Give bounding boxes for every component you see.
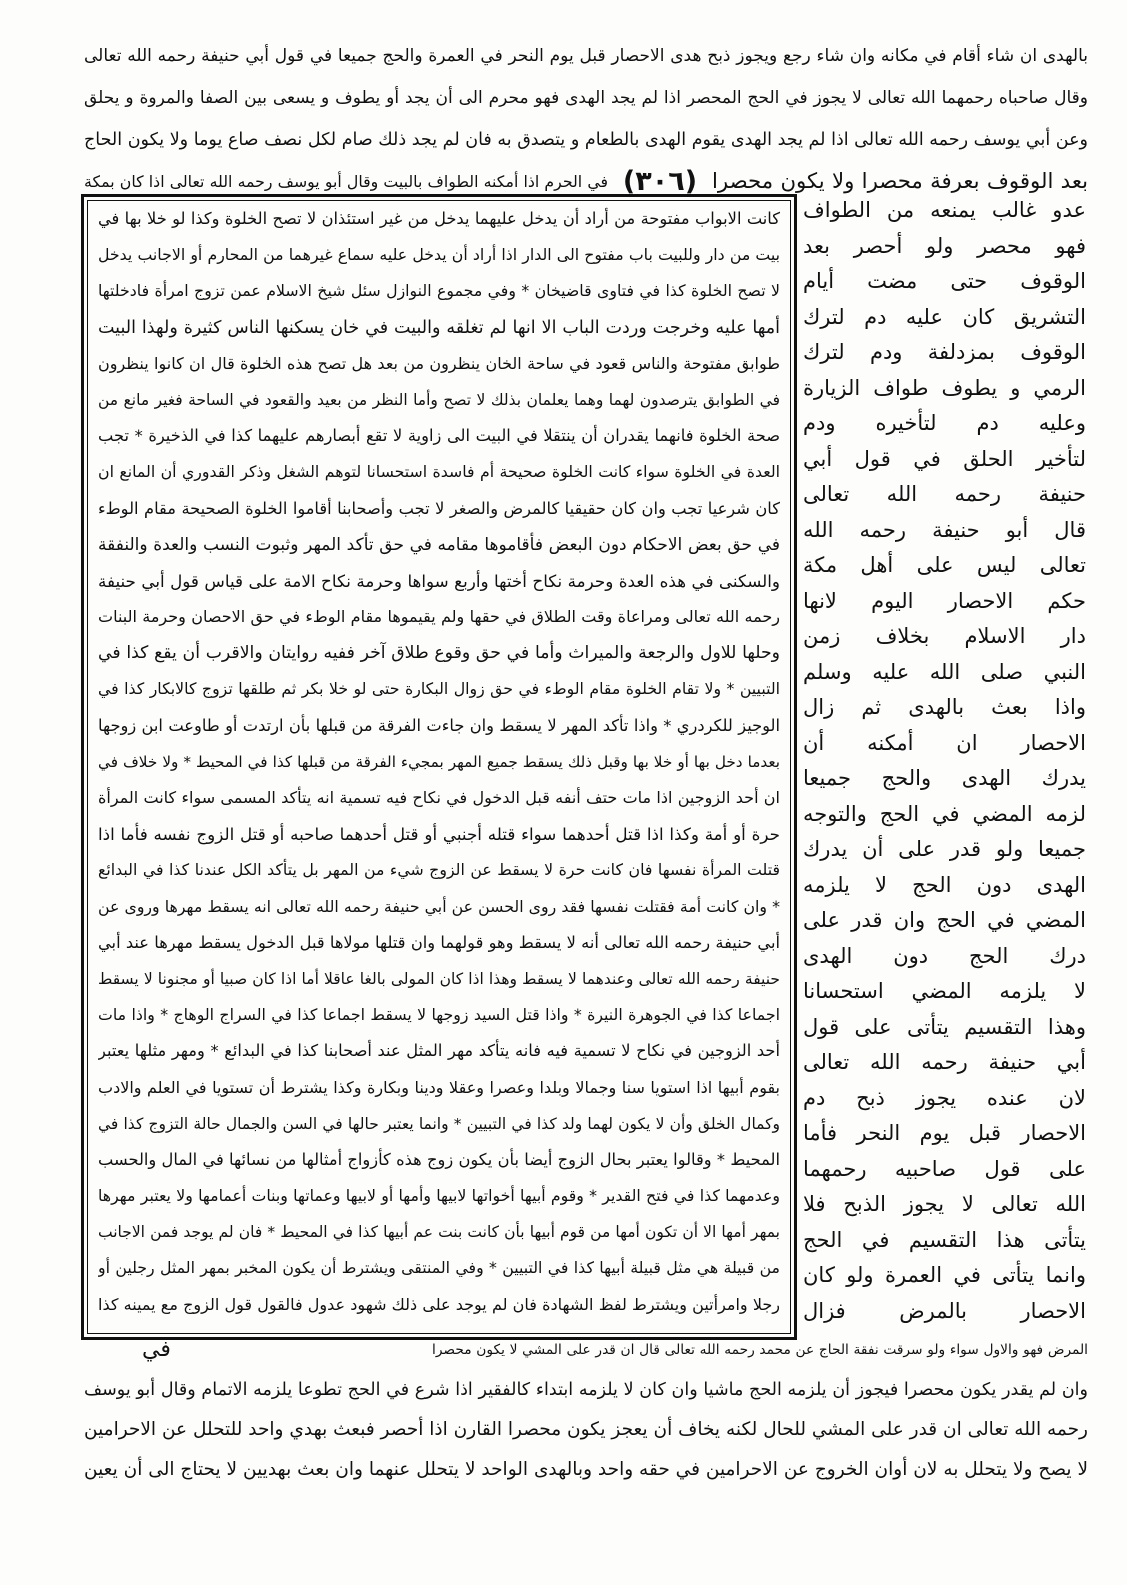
bottom-text-line: رحمه الله تعالى ان قدر على المشي للحال لكنه يخاف أن يعجز يكون محصرا القارن اذا أحصر فبعث بهدي واحد للتحلل عن الاحرامين bbox=[84, 1419, 1088, 1440]
margin-line: الاحصار ان أمكنه أن bbox=[803, 730, 1086, 755]
bottom-first-line-row bbox=[84, 1330, 1088, 1370]
bottom-text-line: المرض فهو والاول سواء ولو سرقت نفقة الحاج عن محمد رحمه الله تعالى قال ان قدر على المشي لا يكون محصرا bbox=[432, 1342, 1088, 1358]
commentary-line: العدة في الخلوة سواء كانت الخلوة صحيحة أم فاسدة استحسانا لتوهم الشغل وذكر القدوري أن المانع ان bbox=[98, 462, 780, 482]
commentary-line: وحلها للاول والرجعة والميراث وأما في حق وقوع طلاق آخر ففيه روايتان والاقرب أن يقع كذا في bbox=[98, 643, 780, 664]
page-number: (٣٠٦) bbox=[622, 166, 698, 197]
margin-line: واذا بعث بالهدى ثم زال bbox=[803, 695, 1086, 719]
commentary-line: المحيط * وقالوا يعتبر بحال الزوج أيضا بأن يكون زوج هذه كأزواج أمثالها من نسائها في المال والحسب bbox=[98, 1149, 780, 1169]
commentary-line: لا تصح الخلوة كذا في فتاوى قاضيخان * وفي مجموع النوازل سئل شيخ الاسلام عمن تزوج امرأة فادخلتها bbox=[98, 281, 780, 301]
commentary-line: وعدمهما كذا في فتح القدير * وقوم أبيها أخواتها لابيها وأمها أو لابيها وعماتها وبنات أعمامها ولا يعتبر مهرها bbox=[98, 1186, 780, 1206]
commentary-line: اجماعا كذا في الجوهرة النيرة * واذا قتل السيد زوجها لا يسقط اجماعا كذا في السراج الوهاج * واذا مات bbox=[98, 1005, 780, 1025]
top-text-line: بالهدى ان شاء أقام في مكانه وان شاء رجع ويجوز ذبح هدى الاحصار قبل يوم النحر في العمرة والحج جميعا في قول أبي حنيفة رحمه الله تعالى bbox=[84, 46, 1088, 66]
commentary-line: أمها عليه وخرجت وردت الباب الا انها لم تغلقه والبيت في خان يسكنها الناس كثيرة ولهذا البيت bbox=[98, 317, 780, 338]
commentary-line: بمهر أمها الا أن تكون أمها من قوم أبيها بأن كانت بنت عم أبيها كذا في المحيط * فان لم يوجد فمن الاجانب bbox=[98, 1223, 780, 1242]
commentary-line: * وان كانت أمة فقتلت نفسها فقد روى الحسن عن أبي حنيفة رحمه الله تعالى انه يسقط مهرها وروى عن bbox=[98, 896, 780, 916]
commentary-line: كانت الابواب مفتوحة من أراد أن يدخل عليهما يدخل من غير استئذان لا تصح الخلوة وكذا لو خلا بها في bbox=[98, 209, 780, 228]
top-text-line: وقال صاحباه رحمهما الله تعالى لا يجوز في الحج المحصر اذا لم يجد الهدى فهو محرم الى أن يجد أو يطوف و يسعى بين الصفا والمروة و يحلق bbox=[84, 88, 1088, 108]
margin-line: الوقوف حتى مضت أيام bbox=[803, 269, 1086, 293]
commentary-line: رحمه الله تعالى ومراعاة وقت الطلاق في حقها ولم يقيموها مقام الوطء في حق الاحصان وحرمة البنات bbox=[98, 607, 780, 627]
bottom-text-block bbox=[84, 1330, 1088, 1490]
commentary-line: صحة الخلوة فانهما يقدران أن ينتقلا في البيت الى زاوية لا تقع أبصارهم عليهما كذا في الذخيرة * تجب bbox=[98, 426, 780, 446]
commentary-line: من قبيلة هي مثل قبيلة أبيها كذا في التبيين * وفي المنتقى ويشترط أن يكون المخبر بمهر المثل رجلين أو bbox=[98, 1258, 780, 1278]
commentary-line: والسكنى في هذه العدة وحرمة نكاح أختها وأربع سواها وحرمة نكاح الامة على قياس قول أبي حنيفة bbox=[98, 570, 780, 591]
commentary-line: في حق بعض الاحكام دون البعض فأقاموها مقامه في حق تأكد المهر وثبوت النسب والعدة والنفقة bbox=[98, 534, 780, 555]
margin-line: لزمه المضي في الحج والتوجه bbox=[803, 801, 1086, 826]
margin-line: النبي صلى الله عليه وسلم bbox=[803, 659, 1086, 684]
margin-line: حكم الاحصار اليوم لانها bbox=[803, 588, 1086, 613]
top-text-line: وعن أبي يوسف رحمه الله تعالى اذا لم يجد الهدى يقوم الهدى بالطعام و يتصدق به فان لم يجد ذلك صام لكل نصف صاع يوما ولا يكون الحاج bbox=[84, 130, 1088, 150]
commentary-line: أحد الزوجين في نكاح لا تسمية فيه فانه يتأكد مهر المثل عند أصحابنا كذا في البدائع * ومهر مثلها يعتبر bbox=[98, 1041, 780, 1061]
margin-line: عدو غالب يمنعه من الطواف bbox=[803, 198, 1086, 222]
margin-line: أبي حنيفة رحمه الله تعالى bbox=[803, 1050, 1086, 1074]
commentary-line: ان أحد الزوجين اذا مات حتف أنفه قبل الدخول في نكاح فيه تسمية انه يتأكد المسمى سواء كانت المرأة bbox=[98, 788, 780, 807]
margin-line: على قول صاحبيه رحمهما bbox=[803, 1156, 1086, 1181]
margin-line: وهذا التقسيم يتأتى على قول bbox=[803, 1014, 1086, 1039]
catchword: في bbox=[142, 1337, 171, 1362]
margin-text-block bbox=[803, 193, 1086, 1329]
margin-line: لان عنده يجوز ذبح دم bbox=[803, 1085, 1086, 1110]
margin-line: لا يلزمه المضي استحسانا bbox=[803, 979, 1086, 1003]
margin-line: درك الحج دون الهدى bbox=[803, 943, 1086, 968]
margin-line: فهو محصر ولو أحصر بعد bbox=[803, 233, 1086, 258]
top-text-line-start: بعد الوقوف بعرفة محصرا ولا يكون محصرا bbox=[712, 169, 1088, 194]
margin-line: وانما يتأتى في العمرة ولو كان bbox=[803, 1263, 1086, 1287]
commentary-line: كان شرعيا تجب وان كان حقيقيا كالمرض والصغر لا تجب وأصحابنا أقاموا الخلوة الصحيحة مقام الوطء bbox=[98, 498, 780, 518]
margin-line: الهدى دون الحج لا يلزمه bbox=[803, 872, 1086, 897]
commentary-line: حنيفة رحمه الله تعالى وعندهما لا يسقط وهذا اذا كان المولى بالغا عاقلا أما اذا كان صبيا أو مجنونا لا يسقط bbox=[98, 969, 780, 988]
margin-line: يدرك الهدى والحج جميعا bbox=[803, 766, 1086, 790]
margin-line: الله تعالى لا يجوز الذبح فلا bbox=[803, 1192, 1086, 1216]
margin-line: المضي في الحج وان قدر على bbox=[803, 908, 1086, 932]
commentary-line: بقوم أبيها اذا استويا سنا وجمالا وبلدا وعصرا وعقلا ودينا وبكارة وكذا يشترط أن تستويا في العلم والادب bbox=[98, 1077, 780, 1097]
margin-line: حنيفة رحمه الله تعالى bbox=[803, 482, 1086, 506]
margin-line: وعليه دم لتأخيره ودم bbox=[803, 411, 1086, 435]
bottom-text-line: وان لم يقدر يكون محصرا فيجوز أن يلزمه الحج ماشيا وان كان لا يلزمه ابتداء كالفقير اذا شرع في الحج تطوعا يلزمه الاتمام وقال أبو يوسف bbox=[84, 1380, 1088, 1400]
commentary-line: وكمال الخلق وأن لا يكون لهما ولد كذا في التبيين * وانما يعتبر حالها في السن والجمال حالة التزوج كذا في bbox=[98, 1114, 780, 1133]
bottom-text-line: لا يصح ولا يتحلل به لان أوان الخروج عن الاحرامين في حقه واحد وبالهدى الواحد لا يتحلل عنهما وان بعث بهديين لا يحتاج الى أن يعين bbox=[84, 1459, 1088, 1480]
margin-line: الوقوف بمزدلفة ودم لترك bbox=[803, 340, 1086, 364]
margin-line: التشريق كان عليه دم لترك bbox=[803, 304, 1086, 329]
commentary-line: حرة أو أمة وكذا اذا قتل أحدهما سواء قتله أجنبي أو قتل أحدهما صاحبه أو قتل الزوج نفسه فأما اذا bbox=[98, 824, 780, 845]
commentary-text-block bbox=[87, 200, 791, 1334]
commentary-line: في الطوابق يترصدون لهما وهما يعلمان بذلك لا تصح وأما النظر من بعيد والقعود في الساحة فغير مانع من bbox=[98, 390, 780, 409]
margin-line: الاحصار قبل يوم النحر فأما bbox=[803, 1121, 1086, 1145]
commentary-frame bbox=[81, 194, 797, 1340]
commentary-line: قتلت المرأة نفسها فان كانت حرة لا يسقط عن الزوج شيء من المهر بل يتأكد الكل عندنا كذا في البدائع bbox=[98, 860, 780, 880]
margin-line: دار الاسلام بخلاف زمن bbox=[803, 624, 1086, 648]
margin-line: الاحصار بالمرض فزال bbox=[803, 1298, 1086, 1323]
margin-line: الرمي و يطوف طواف الزيارة bbox=[803, 375, 1086, 400]
commentary-line: التبيين * ولا تقام الخلوة مقام الوطء في حق زوال البكارة حتى لو خلا بكر ثم طلقها تزوج كالابكار كذا في bbox=[98, 679, 780, 699]
commentary-line: الوجيز للكردري * واذا تأكد المهر لا يسقط وان جاءت الفرقة من قبلها بأن ارتدت أو طاوعت ابن زوجها bbox=[98, 715, 780, 735]
margin-line: يتأتى هذا التقسيم في الحج bbox=[803, 1227, 1086, 1252]
margin-line: لتأخير الحلق في قول أبي bbox=[803, 446, 1086, 471]
margin-line: جميعا ولو قدر على أن يدرك bbox=[803, 837, 1086, 861]
commentary-line: رجلا وامرأتين ويشترط لفظ الشهادة فان لم يوجد على ذلك شهود عدول فالقول قول الزوج مع يمينه كذا bbox=[98, 1294, 780, 1314]
commentary-line: بيت من دار وللبيت باب مفتوح الى الدار اذا أراد أن يدخل عليه سماع غيرهما من المحارم أو الاجانب يدخل bbox=[98, 245, 780, 265]
margin-line: تعالى ليس على أهل مكة bbox=[803, 553, 1086, 577]
top-text-block bbox=[84, 35, 1088, 203]
commentary-line: طوابق مفتوحة والناس قعود في ساحة الخان ينظرون من بعد هل تصح هذه الخلوة قال ان كانوا ينظرون bbox=[98, 353, 780, 373]
margin-line: قال أبو حنيفة رحمه الله bbox=[803, 517, 1086, 542]
commentary-line: بعدما دخل بها أو خلا بها وقبل ذلك يسقط جميع المهر بمجيء الفرقة من قبلها كذا في المحيط * ولا خلاف في bbox=[98, 752, 780, 771]
commentary-line: أبي حنيفة رحمه الله تعالى أنه لا يسقط وهو قولهما وان قتلها مولاها قبل الدخول يسقط مهرها عند أبي bbox=[98, 932, 780, 952]
top-text-line-end: في الحرم اذا أمكنه الطواف بالبيت وقال أبو يوسف رحمه الله تعالى اذا كان بمكة bbox=[84, 172, 608, 191]
